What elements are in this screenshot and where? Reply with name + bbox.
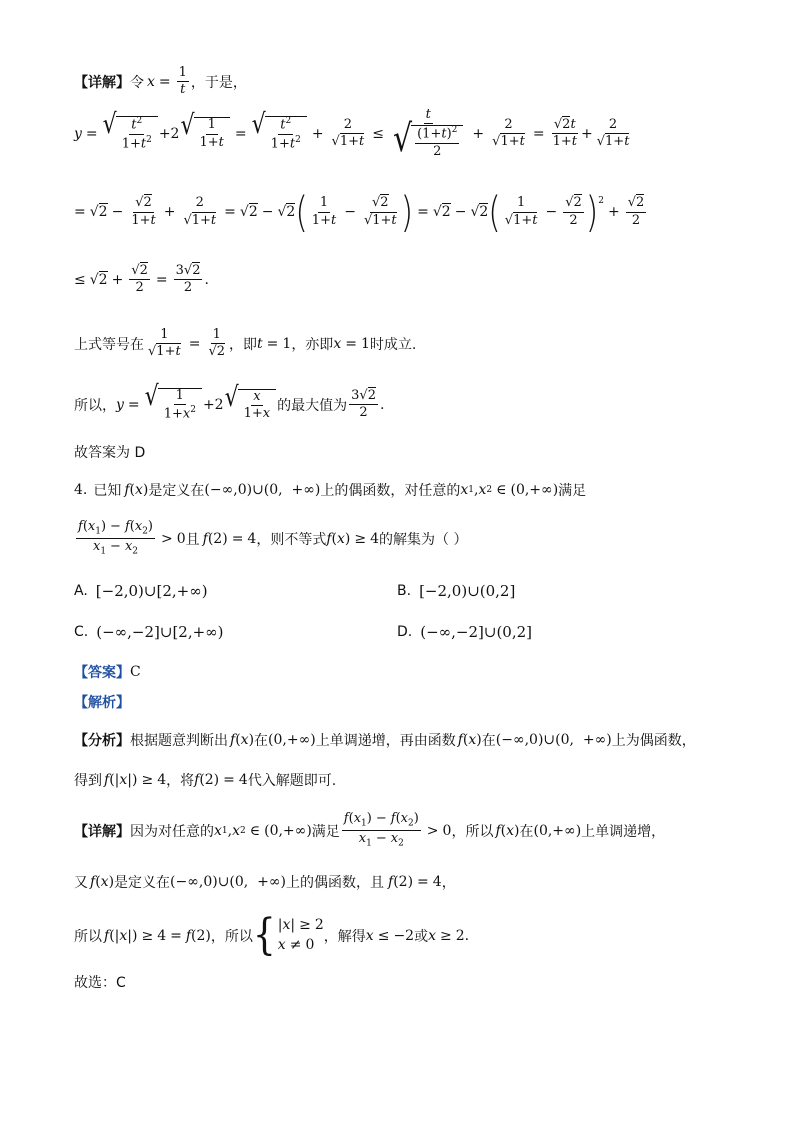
final-answer: 故选：C (74, 975, 126, 991)
answer-d-line: 故答案为 D (74, 445, 146, 461)
answer-value: C (130, 664, 141, 680)
fenxi-d: 在 (481, 733, 496, 749)
fenxi-line-1: 【分析】 根据题意判断出 f ( x ) 在 (0,+∞) 上单调递增，再由函数 f ( x ) 在 (−∞,0)∪(0, +∞) 上为偶函数， (74, 732, 696, 749)
conclusion-mid: 的最大值为 (277, 397, 348, 414)
option-a-value: [−2,0)∪[2,+∞) (95, 582, 208, 600)
detail2-line-2: 又 f ( x ) 是定义在 (−∞,0)∪(0, +∞) 上的偶函数，且 f (2) = 4 ， (74, 874, 456, 891)
equality-note-end: 时成立. (369, 336, 417, 353)
detail2-l: ，解得 (323, 928, 366, 945)
detail2-c: ，所以 (451, 823, 494, 840)
detail2-n: . (464, 927, 470, 944)
option-b-value: [−2,0)∪(0,2] (419, 582, 516, 600)
option-a-label: A. (74, 583, 88, 599)
detail2-line-3: 所以 f (| x |) ≥ 4 = f (2) ，所以 { |x| ≥ 2 x ≠ 0 ，解得 x ≤ −2 或 x ≥ 2 . (74, 910, 470, 960)
question-4-stem-1: 4. 已知 f ( x ) 是定义在 (−∞,0)∪(0, +∞) 上的偶函数，对任意的 x 1 , x 2 ∈ (0,+∞) 满足 (74, 482, 587, 499)
equality-note-mid: ，即 (229, 336, 258, 353)
q4-stem-f: ，则不等式 (256, 531, 327, 548)
question-4-stem-2: $\frac{f(x_1) - f(x_2)}{x_1 - x_2}$ > 0 且 f (2) = 4 ，则不等式 f ( x ) ≥ 4 的解集为（ ） (78, 519, 468, 558)
option-b-label: B. (397, 583, 412, 599)
detail2-i: ， (441, 875, 456, 891)
detail2-a: 因为对任意的 (130, 823, 214, 840)
q4-stem-e: 且 (185, 531, 200, 548)
q4-stem-d: 满足 (558, 483, 587, 499)
option-b[interactable] (397, 582, 515, 600)
detail2-label: 【详解】 (74, 823, 130, 840)
detail2-b: 满足 (311, 823, 340, 840)
option-d[interactable] (397, 623, 532, 641)
detail2-e: 上单调递增， (581, 823, 666, 840)
answer-label: 【答案】 (74, 665, 130, 681)
detail2-j: 所以 (74, 928, 102, 945)
fenxi-line-2: 得到 f (| x |) ≥ 4 ，将 f (2) = 4 代入解题即可. (74, 772, 337, 789)
conclusion-prefix: 所以， (74, 397, 116, 414)
detail2-m: 或 (414, 928, 429, 945)
fenxi-c: 上单调递增，再由函数 (315, 733, 456, 749)
detail2-f: 又 (74, 875, 88, 891)
q4-stem-c: 上的偶函数，对任意的 (320, 483, 461, 499)
option-d-value: (−∞,−2]∪(0,2] (420, 623, 533, 641)
option-c-label: C. (74, 624, 89, 640)
math-line-2: y = √ $\frac{t^2}{1+t^2}$ +2 √ $\frac{1}{1+t}$ = √ $\frac{t^2}{1+t^2}$ + $\frac{2}{√1+t}$ ≤ t √ $\frac{(1+t)^2}{2}$ + $\frac{2}{√1+t}$ = $\frac{√2t}{1+t}$ + $\frac{2}{√1+t}$ (74, 107, 630, 162)
detail2-k: ，所以 (210, 928, 253, 945)
fenxi-f: 得到 (74, 773, 102, 789)
detail-intro-line: 【详解】 令 x = $\frac{1}{t}$ ，于是， (74, 65, 247, 98)
fenxi-b: 在 (254, 733, 269, 749)
detail2-h: 上的偶函数，且 (286, 875, 385, 891)
q4-stem-b: 是定义在 (148, 483, 205, 499)
conclusion-line: 所以， y = √ $\frac{1}{1+x^2}$ +2 √ $\frac{x}{1+x}$ 的最大值为 $\frac{3√2}{2}$ . (74, 381, 385, 422)
option-c-value: (−∞,−2]∪[2,+∞) (96, 623, 224, 641)
detail-label: 【详解】 (74, 74, 130, 91)
fenxi-e: 上为偶函数， (611, 733, 696, 749)
option-c[interactable] (74, 623, 224, 641)
analysis-label: 【解析】 (74, 695, 130, 711)
detail-intro-after: ，于是， (190, 74, 247, 91)
detail2-d: 在 (519, 823, 534, 840)
option-d-label: D. (397, 624, 413, 640)
equality-note-prefix: 上式等号在 (74, 336, 144, 353)
q4-stem-a: 已知 (93, 483, 122, 499)
math-line-3: = √2 − $\frac{√2}{1+t}$ + $\frac{2}{√1+t}$ = √2 − √2 ( $\frac{1}{1+t}$ − $\frac{√2}{√1+t}$ ) = √2 − √2 ( $\frac{1}{√1+t}$ − $\frac{√2}{2}$ ) 2 + $\frac{√2}{2}$ (74, 187, 645, 237)
fenxi-g: ，将 (166, 773, 195, 789)
equality-note-line: 上式等号在 $\frac{1}{√1+t}$ = $\frac{1}{√2}$ ，即 t = 1 ，亦即 x = 1 时成立. (74, 327, 417, 360)
detail2-g: 是定义在 (114, 875, 171, 891)
math-line-4: ≤ √2 + $\frac{√2}{2}$ = $\frac{3√2}{2}$ . (74, 263, 209, 296)
q4-stem-g: 的解集为（ ） (379, 531, 468, 548)
equality-note-suffix: ，亦即 (291, 336, 334, 353)
fenxi-a: 根据题意判断出 (130, 733, 228, 749)
answer-line (74, 662, 141, 682)
question-number: 4. (74, 482, 88, 498)
detail2-line-1: 【详解】 因为对任意的 x 1 , x 2 ∈ (0,+∞) 满足 $\frac{f(x_1) - f(x_2)}{x_1 - x_2}$ > 0 ，所以 f ( x ) 在 (0,+∞) 上单调递增， (74, 811, 666, 850)
detail-intro-text: 令 (130, 74, 144, 91)
conclusion-end: . (379, 396, 385, 413)
option-a[interactable] (74, 582, 208, 600)
fenxi-h: 代入解题即可. (247, 773, 337, 789)
fenxi-label: 【分析】 (74, 733, 130, 749)
